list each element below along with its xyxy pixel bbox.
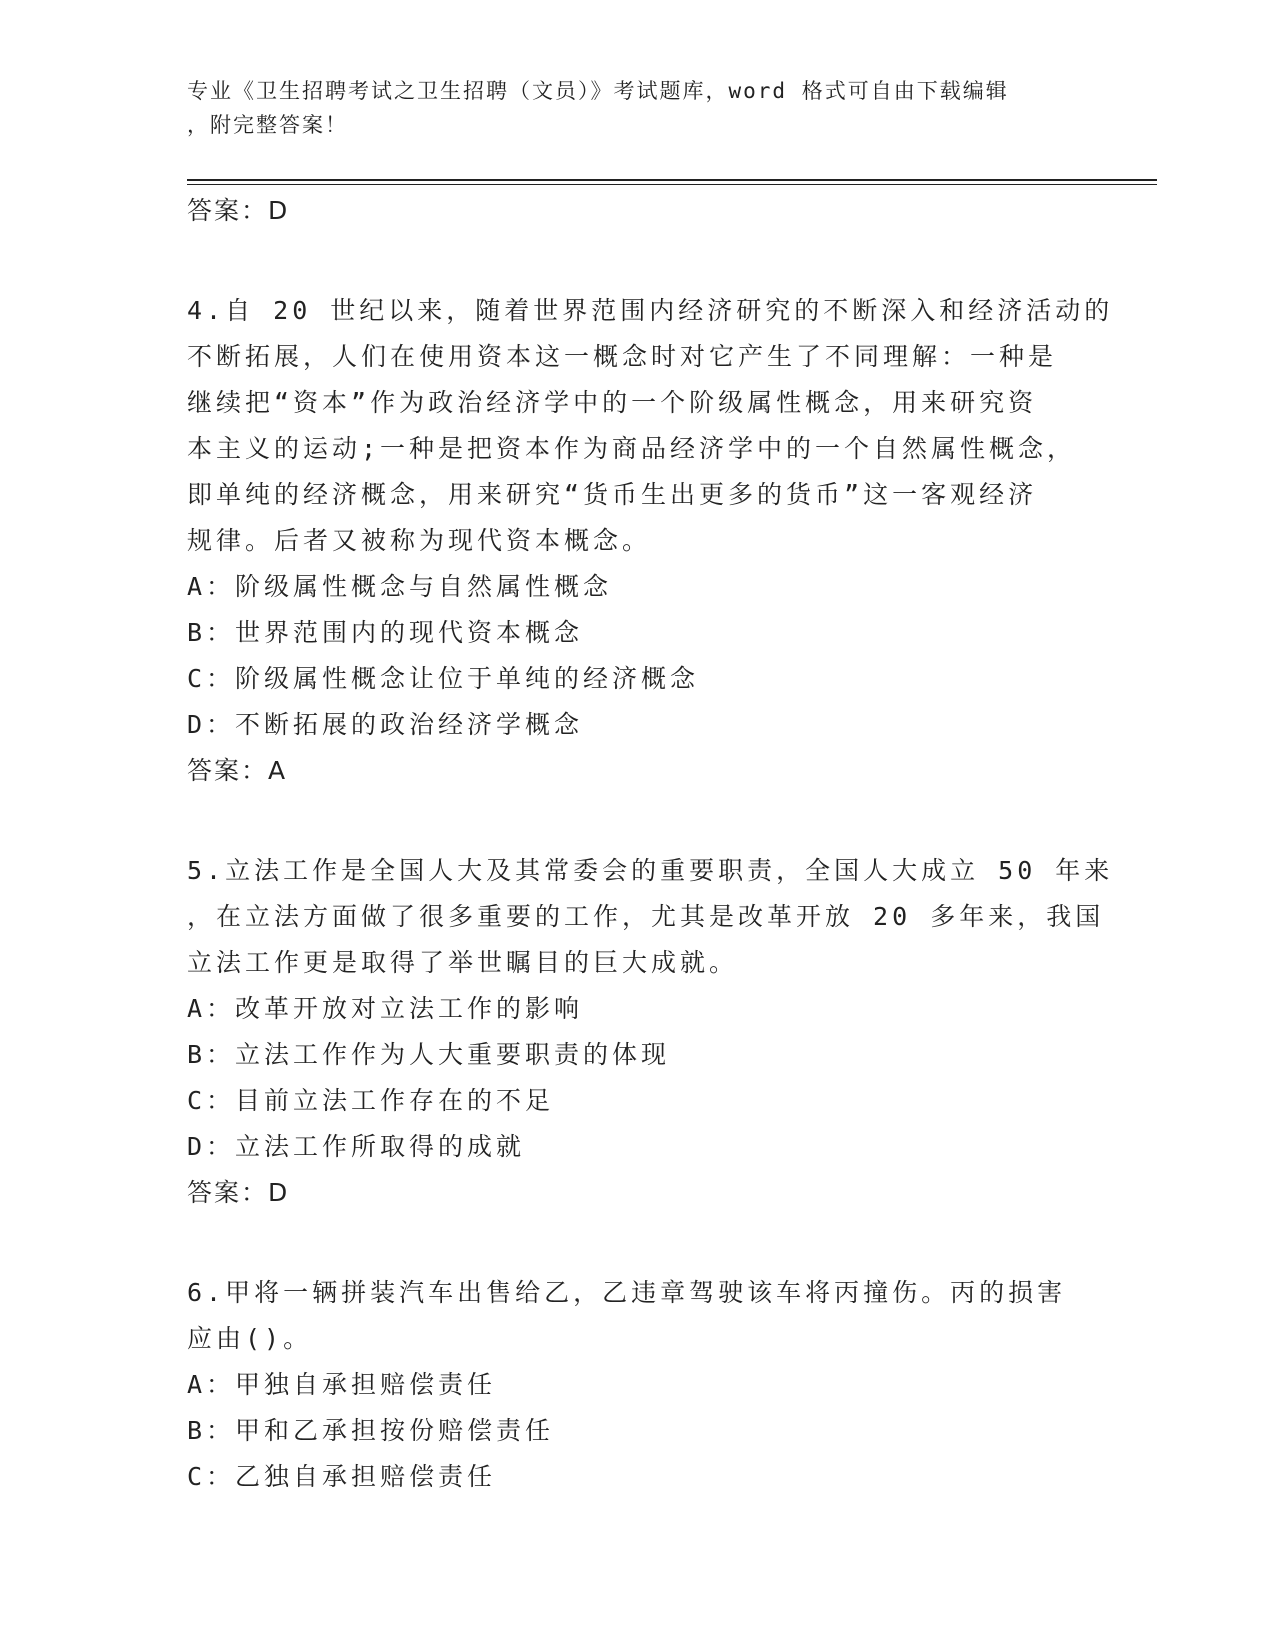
question-text-line: 不断拓展，人们在使用资本这一概念时对它产生了不同理解：一种是 bbox=[187, 342, 1058, 371]
option-d: D：不断拓展的政治经济学概念 bbox=[187, 710, 584, 739]
question-text-line: 应由()。 bbox=[187, 1324, 313, 1353]
question-text-line: 本主义的运动;一种是把资本作为商品经济学中的一个自然属性概念， bbox=[187, 434, 1077, 463]
option-a: A：改革开放对立法工作的影响 bbox=[187, 994, 584, 1023]
answer-question-3: 答案：D bbox=[187, 196, 290, 225]
option-a: A：甲独自承担赔偿责任 bbox=[187, 1370, 497, 1399]
header-divider-thick bbox=[187, 179, 1157, 181]
answer-question-4: 答案：A bbox=[187, 756, 288, 785]
question-4 bbox=[187, 288, 1114, 794]
question-text-line: 4.自 20 世纪以来，随着世界范围内经济研究的不断深入和经济活动的 bbox=[187, 296, 1114, 325]
option-b: B：甲和乙承担按份赔偿责任 bbox=[187, 1416, 555, 1445]
option-c: C：阶级属性概念让位于单纯的经济概念 bbox=[187, 664, 700, 693]
header-line-1: 专业《卫生招聘考试之卫生招聘（文员）》考试题库，word 格式可自由下载编辑 bbox=[187, 79, 1009, 103]
option-b: B：世界范围内的现代资本概念 bbox=[187, 618, 584, 647]
question-text-line: ，在立法方面做了很多重要的工作，尤其是改革开放 20 多年来，我国 bbox=[187, 902, 1105, 931]
option-a: A：阶级属性概念与自然属性概念 bbox=[187, 572, 613, 601]
option-b: B：立法工作作为人大重要职责的体现 bbox=[187, 1040, 671, 1069]
spacer bbox=[187, 234, 1087, 288]
question-text-line: 规律。后者又被称为现代资本概念。 bbox=[187, 526, 652, 555]
question-text-line: 即单纯的经济概念，用来研究“货币生出更多的货币”这一客观经济 bbox=[187, 480, 1038, 509]
question-text-line: 6.甲将一辆拼装汽车出售给乙，乙违章驾驶该车将丙撞伤。丙的损害 bbox=[187, 1278, 1067, 1307]
question-text-line: 继续把“资本”作为政治经济学中的一个阶级属性概念，用来研究资 bbox=[187, 388, 1038, 417]
question-text-line: 5.立法工作是全国人大及其常委会的重要职责，全国人大成立 50 年来 bbox=[187, 856, 1114, 885]
header-divider-thin bbox=[187, 184, 1157, 185]
spacer bbox=[187, 794, 1087, 848]
option-d: D：立法工作所取得的成就 bbox=[187, 1132, 526, 1161]
option-c: C：乙独自承担赔偿责任 bbox=[187, 1462, 497, 1491]
document-body bbox=[187, 188, 1114, 1500]
option-c: C：目前立法工作存在的不足 bbox=[187, 1086, 555, 1115]
question-6 bbox=[187, 1270, 1087, 1500]
question-5 bbox=[187, 848, 1114, 1216]
answer-question-5: 答案：D bbox=[187, 1178, 290, 1207]
document-header bbox=[187, 74, 1067, 142]
spacer bbox=[187, 1216, 1087, 1270]
question-text-line: 立法工作更是取得了举世瞩目的巨大成就。 bbox=[187, 948, 739, 977]
header-line-2: ，附完整答案！ bbox=[187, 113, 348, 137]
